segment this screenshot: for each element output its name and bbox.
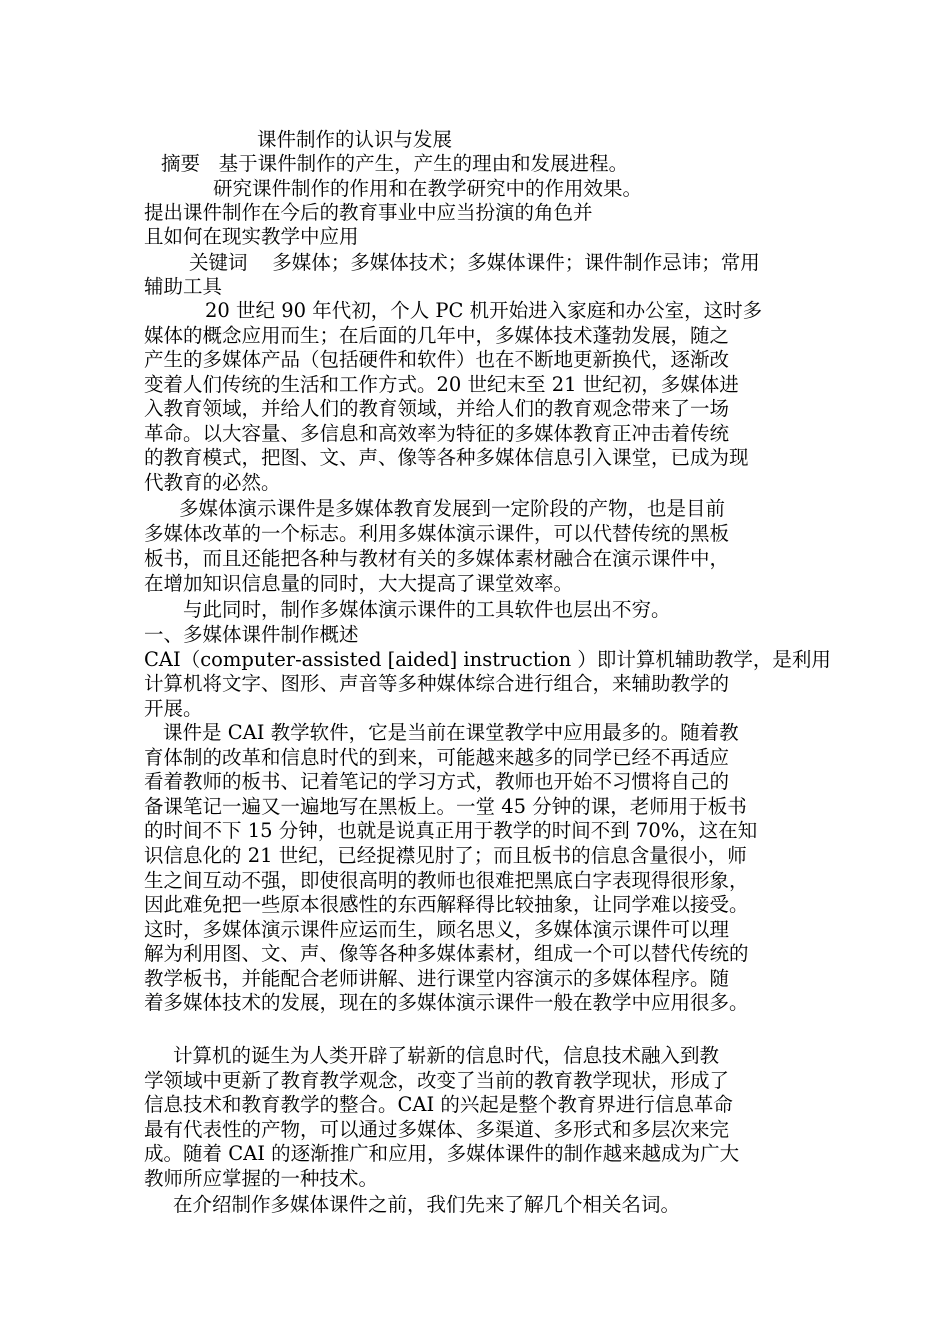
- intro-paragraph-line: 媒体的概念应用而生；在后面的几年中，多媒体技术蓬勃发展，随之: [144, 324, 730, 347]
- document-title: 课件制作的认识与发展: [257, 128, 453, 151]
- courseware-paragraph-line: 在增加知识信息量的同时，大大提高了课堂效率。: [144, 572, 574, 595]
- cai-paragraph-line: 生之间互动不强，即使很高明的教师也很难把黑底白字表现得很形象，: [144, 869, 749, 892]
- cai-definition-line: CAI（computer-assisted [aided] instruction ）即计算机辅助教学，是利用: [144, 648, 831, 671]
- computer-paragraph-line: 学领域中更新了教育教学观念，改变了当前的教育教学现状，形成了: [144, 1069, 730, 1092]
- intro-paragraph-line: 20 世纪 90 年代初，个人 PC 机开始进入家庭和办公室，这时多: [205, 299, 763, 322]
- keywords-line: 关键词 多媒体；多媒体技术；多媒体课件；课件制作忌讳；常用: [189, 251, 760, 274]
- closing-line: 在介绍制作多媒体课件之前，我们先来了解几个相关名词。: [173, 1193, 681, 1216]
- computer-paragraph-line: 成。随着 CAI 的逐渐推广和应用，多媒体课件的制作越来越成为广大: [144, 1142, 740, 1165]
- cai-paragraph-line: 这时，多媒体演示课件应运而生，顾名思义，多媒体演示课件可以理: [144, 918, 730, 941]
- cai-paragraph-line: 因此难免把一些原本很感性的东西解释得比较抽象，让同学难以接受。: [144, 893, 749, 916]
- section-heading: 一、多媒体课件制作概述: [144, 623, 359, 646]
- cai-definition-line: 开展。: [144, 697, 203, 720]
- cai-paragraph-line: 教学板书，并能配合老师讲解、进行课堂内容演示的多媒体程序。随: [144, 967, 730, 990]
- cai-paragraph-line: 育体制的改革和信息时代的到来，可能越来越多的同学已经不再适应: [144, 746, 730, 769]
- courseware-paragraph-line: 板书，而且还能把各种与教材有关的多媒体素材融合在演示课件中，: [144, 547, 730, 570]
- intro-paragraph-line: 的教育模式，把图、文、声、像等各种多媒体信息引入课堂，已成为现: [144, 446, 749, 469]
- cai-paragraph-line: 课件是 CAI 教学软件，它是当前在课堂教学中应用最多的。随着教: [163, 721, 739, 744]
- cai-paragraph-line: 识信息化的 21 世纪，已经捉襟见肘了；而且板书的信息含量很小，师: [144, 844, 747, 867]
- intro-paragraph-line: 产生的多媒体产品（包括硬件和软件）也在不断地更新换代，逐渐改: [144, 348, 730, 371]
- tools-line: 与此同时，制作多媒体演示课件的工具软件也层出不穷。: [183, 598, 671, 621]
- abstract-line: 研究课件制作的作用和在教学研究中的作用效果。: [213, 177, 643, 200]
- cai-definition-line: 计算机将文字、图形、声音等多种媒体综合进行组合，来辅助教学的: [144, 672, 730, 695]
- courseware-paragraph-line: 多媒体改革的一个标志。利用多媒体演示课件，可以代替传统的黑板: [144, 522, 730, 545]
- intro-paragraph-line: 入教育领域，并给人们的教育领域，并给人们的教育观念带来了一场: [144, 397, 730, 420]
- cai-paragraph-line: 的时间不下 15 分钟，也就是说真正用于教学的时间不到 70%，这在知: [144, 819, 758, 842]
- computer-paragraph-line: 计算机的诞生为人类开辟了崭新的信息时代，信息技术融入到教: [173, 1044, 720, 1067]
- intro-paragraph-line: 变着人们传统的生活和工作方式。20 世纪末至 21 世纪初，多媒体进: [144, 373, 739, 396]
- courseware-paragraph-line: 多媒体演示课件是多媒体教育发展到一定阶段的产物，也是目前: [179, 497, 726, 520]
- computer-paragraph-line: 信息技术和教育教学的整合。CAI 的兴起是整个教育界进行信息革命: [144, 1093, 733, 1116]
- cai-paragraph-line: 看着教师的板书、记着笔记的学习方式，教师也开始不习惯将自己的: [144, 770, 730, 793]
- intro-paragraph-line: 革命。以大容量、多信息和高效率为特征的多媒体教育正冲击着传统: [144, 422, 730, 445]
- abstract-line: 摘要 基于课件制作的产生，产生的理由和发展进程。: [161, 152, 629, 175]
- cai-paragraph-line: 着多媒体技术的发展，现在的多媒体演示课件一般在教学中应用很多。: [144, 991, 749, 1014]
- abstract-line: 且如何在现实教学中应用: [144, 225, 359, 248]
- computer-paragraph-line: 教师所应掌握的一种技术。: [144, 1167, 379, 1190]
- computer-paragraph-line: 最有代表性的产物，可以通过多媒体、多渠道、多形式和多层次来完: [144, 1118, 730, 1141]
- intro-paragraph-line: 代教育的必然。: [144, 471, 281, 494]
- abstract-line: 提出课件制作在今后的教育事业中应当扮演的角色并: [144, 201, 593, 224]
- keywords-line: 辅助工具: [144, 275, 223, 298]
- cai-paragraph-line: 解为利用图、文、声、像等各种多媒体素材，组成一个可以替代传统的: [144, 942, 749, 965]
- cai-paragraph-line: 备课笔记一遍又一遍地写在黑板上。一堂 45 分钟的课，老师用于板书: [144, 795, 747, 818]
